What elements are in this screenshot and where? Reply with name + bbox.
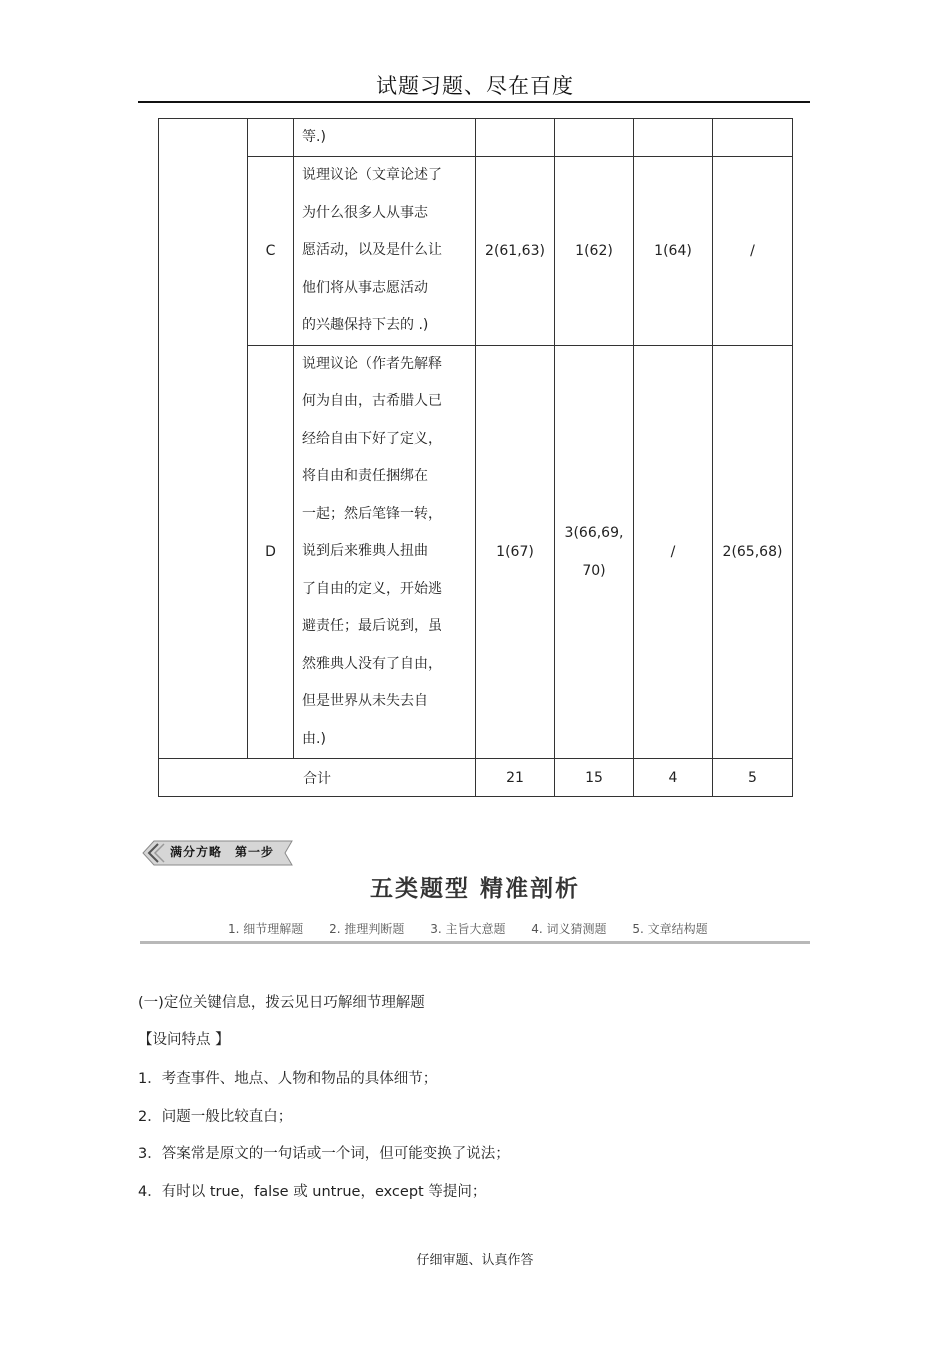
table-total-cell: 5 [713,759,793,797]
banner-category-item: 5. 文章结构题 [632,922,708,936]
table-row-d [159,345,793,759]
list-item: 3．答案常是原文的一句话或一个词，但可能变换了说法； [138,1146,510,1162]
table-cell: 1(64) [634,157,713,346]
banner-divider [140,941,810,944]
section-subheading: 【设问特点 】 [138,1032,230,1048]
table-cell [476,119,555,157]
list-item: 2．问题一般比较直白； [138,1109,293,1125]
table-cell-label [248,119,294,157]
page-footer: 仔细审题、认真作答 [416,1253,534,1268]
section-title: (一)定位关键信息，拨云见日巧解细节理解题 [138,995,425,1011]
banner-category-item: 1. 细节理解题 [228,922,304,936]
table-cell-desc: 说理议论（作者先解释 何为自由，古希腊人已 经给自由下好了定义， 将自由和责任捆绑在 一起；然后笔锋一转， 说到后来雅典人扭曲 了自由的定义，开始逃 避责任；最后说到，虽 然雅典人没有了自由， 但是世界从未失去自 由.) [294,345,476,759]
table-cell: 1(67) [476,345,555,759]
table-merged-category-cell [159,119,248,759]
list-item: 1．考查事件、地点、人物和物品的具体细节； [138,1071,438,1087]
table-cell: 3(66,69, 70) [555,345,634,759]
table-total-cell: 4 [634,759,713,797]
table-cell: / [713,157,793,346]
table-cell [634,119,713,157]
strategy-banner [140,836,810,948]
table-total-cell: 15 [555,759,634,797]
table-cell: / [634,345,713,759]
table-row-c [159,157,793,346]
table-cell: 2(61,63) [476,157,555,346]
header-divider [138,101,810,103]
table-cell-desc: 说理议论（文章论述了 为什么很多人从事志 愿活动，以及是什么让 他们将从事志愿活动 的兴趣保持下去的 .) [294,157,476,346]
table-cell: 2(65,68) [713,345,793,759]
banner-category-list [228,920,730,937]
table-cell-desc: 等.) [294,119,476,157]
banner-tab-label: 满分方略 第一步 [170,845,275,859]
table-row-top [159,119,793,157]
table-cell [555,119,634,157]
banner-category-item: 4. 词义猜测题 [531,922,607,936]
banner-category-item: 2. 推理判断题 [329,922,405,936]
table-total-label: 合计 [159,759,476,797]
table-cell [713,119,793,157]
statistics-table [158,118,793,797]
table-cell: 1(62) [555,157,634,346]
table-cell-label: C [248,157,294,346]
table-total-cell: 21 [476,759,555,797]
banner-title: 五类题型 精准剖析 [369,876,580,902]
table-cell-label: D [248,345,294,759]
page-header-title: 试题习题、尽在百度 [376,74,574,98]
table-row-total [159,759,793,797]
banner-category-item: 3. 主旨大意题 [430,922,506,936]
list-item: 4．有时以 true，false 或 untrue，except 等提问； [138,1184,487,1200]
